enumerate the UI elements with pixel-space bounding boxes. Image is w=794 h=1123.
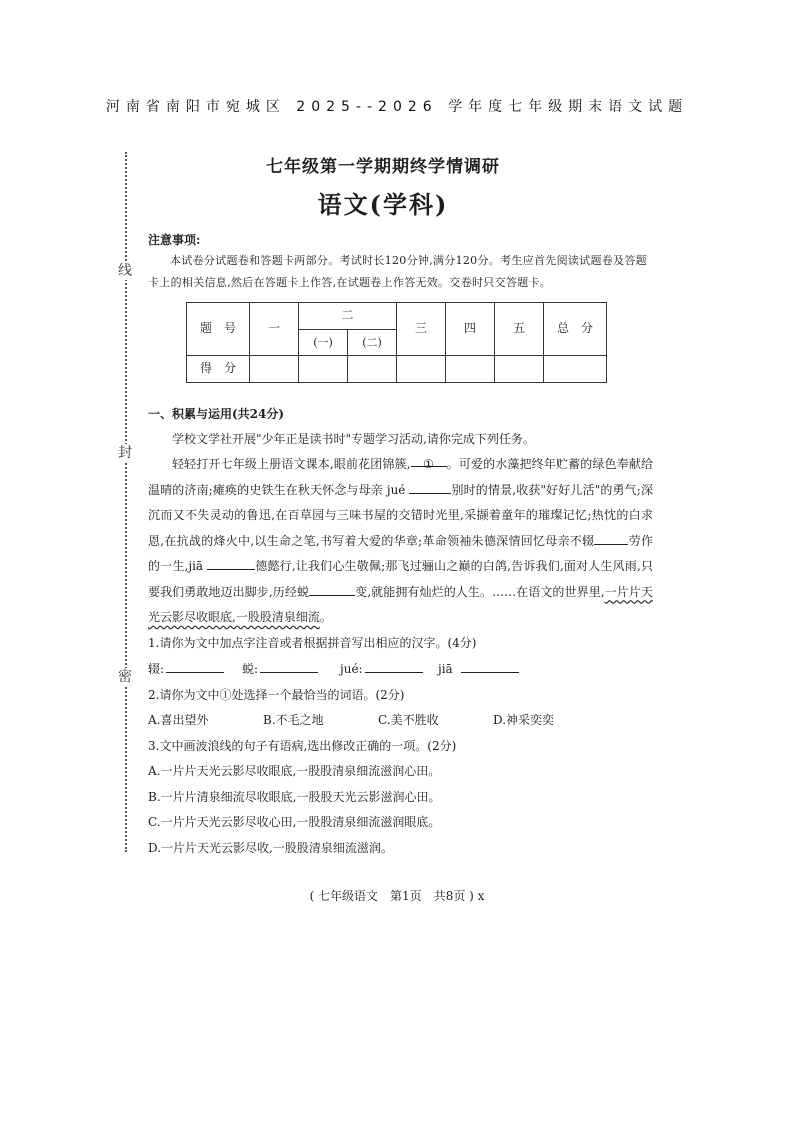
fill-blank bbox=[260, 656, 318, 673]
binding-char-feng: 封 bbox=[118, 445, 132, 461]
passage-part: 劳作的一生,jiā bbox=[148, 533, 653, 573]
exam-subject: 语文(学科) bbox=[317, 190, 449, 219]
passage-blank-tui bbox=[309, 581, 355, 596]
question-2: 2.请你为文中①处选择一个最恰当的词语。(2分) bbox=[148, 687, 405, 702]
score-cell bbox=[299, 356, 348, 383]
score-table-col2-sub1: (一) bbox=[299, 329, 348, 356]
wavy-underlined-sentence: 一片片天光云影尽收眼底,一股股清泉细流 bbox=[148, 584, 653, 624]
notice-heading: 注意事项: bbox=[148, 233, 201, 247]
fill-label: jiā bbox=[438, 662, 453, 676]
fill-item bbox=[340, 656, 438, 683]
score-table bbox=[186, 302, 607, 383]
score-table-col1: 一 bbox=[250, 303, 299, 356]
document-header: 河南省南阳市宛城区 2025--2026 学年度七年级期末语文试题 bbox=[105, 99, 689, 115]
option-d: D.神采奕奕 bbox=[493, 713, 555, 727]
score-cell bbox=[544, 356, 607, 383]
score-cell bbox=[446, 356, 495, 383]
score-table-col3: 三 bbox=[397, 303, 446, 356]
exam-title: 七年级第一学期期终学情调研 bbox=[266, 157, 500, 177]
score-table-col4: 四 bbox=[446, 303, 495, 356]
binding-char-xian: 线 bbox=[118, 263, 132, 279]
binding-char-mi: 密 bbox=[118, 669, 132, 685]
score-table-total: 总 分 bbox=[544, 303, 607, 356]
passage-part: 。可爱的水藻把终年贮蓄的绿色奉献给温晴的济南;瘫痪的史铁生在秋天怀念与母亲 jué bbox=[148, 457, 653, 497]
score-cell bbox=[495, 356, 544, 383]
passage-blank-jue bbox=[409, 479, 451, 494]
fill-blank bbox=[166, 656, 224, 673]
section-heading: 一、积累与运用(共24分) bbox=[148, 406, 285, 421]
fill-item bbox=[438, 656, 536, 683]
score-table-col2: 二 bbox=[299, 303, 397, 330]
option-c: C.美不胜收 bbox=[378, 713, 439, 727]
score-table-col2-sub2: (二) bbox=[348, 329, 397, 356]
fill-label: jué: bbox=[340, 662, 363, 676]
question-1-blanks bbox=[148, 656, 648, 683]
passage-blank-1 bbox=[411, 452, 447, 471]
fill-label: 辍: bbox=[148, 662, 165, 676]
blank-marker: ① bbox=[423, 457, 434, 471]
fill-label: 蜕: bbox=[242, 662, 259, 676]
passage-blank-jia bbox=[207, 555, 255, 570]
question-3-option-c: C.一片片天光云影尽收心田,一股股清泉细流滋润眼底。 bbox=[148, 815, 441, 829]
passage-part: 德懿行,让我们心生敬佩;那飞过骊山之巅的白鸽,告诉我们,面对人生风雨,只要我们勇敢地迈出脚步,历经蜕 bbox=[148, 559, 653, 599]
question-3: 3.文中画波浪线的句子有语病,选出修改正确的一项。(2分) bbox=[148, 738, 457, 753]
page-footer: ( 七年级语文 第1页 共8页 ) x bbox=[309, 889, 485, 903]
reading-passage bbox=[148, 452, 653, 631]
score-table-col5: 五 bbox=[495, 303, 544, 356]
section-intro: 学校文学社开展"少年正是读书时"专题学习活动,请你完成下列任务。 bbox=[172, 431, 535, 446]
passage-part: 别时的情景,收获"好好儿活"的勇气;深沉而又不失灵动的鲁迅,在百草园与三味书屋的交错时光里,采撷着童年的璀璨记忆;热忱的白求恩,在抗战的烽火中,以生命之笔,书写着大爱的华章;革命领袖朱德深情回忆母亲不辍 bbox=[148, 482, 653, 548]
option-b: B.不毛之地 bbox=[263, 713, 324, 727]
question-3-option-a: A.一片片天光云影尽收眼底,一股股清泉细流滋润心田。 bbox=[148, 764, 441, 778]
score-table-row2-label: 得 分 bbox=[187, 356, 250, 383]
question-2-options bbox=[148, 708, 648, 734]
passage-blank-chuo bbox=[594, 530, 628, 545]
question-1: 1.请你为文中加点字注音或者根据拼音写出相应的汉字。(4分) bbox=[148, 635, 477, 650]
passage-part: 变,就能拥有灿烂的人生。……在语文的世界里, bbox=[355, 584, 605, 599]
passage-part: 。 bbox=[319, 610, 332, 624]
score-cell bbox=[397, 356, 446, 383]
fill-blank bbox=[365, 656, 423, 673]
fill-item bbox=[148, 656, 242, 683]
score-table-row1-label: 题 号 bbox=[187, 303, 250, 356]
exam-page bbox=[118, 150, 653, 895]
fill-blank bbox=[461, 656, 519, 673]
question-3-option-d: D.一片片天光云影尽收,一股股清泉细流滋润。 bbox=[148, 840, 393, 855]
fill-item bbox=[242, 656, 340, 683]
notice-text: 本试卷分试题卷和答题卡两部分。考试时长120分钟,满分120分。考生应首先阅读试题卷及答题卡上的相关信息,然后在答题卡上作答,在试题卷上作答无效。交卷时只交答题卡。 bbox=[148, 254, 647, 289]
score-cell bbox=[348, 356, 397, 383]
passage-part: 轻轻打开七年级上册语文课本,眼前花团锦簇, bbox=[172, 457, 411, 471]
question-3-option-b: B.一片片清泉细流尽收眼底,一股股天光云影滋润心田。 bbox=[148, 789, 441, 804]
score-cell bbox=[250, 356, 299, 383]
option-a: A.喜出望外 bbox=[148, 713, 209, 727]
